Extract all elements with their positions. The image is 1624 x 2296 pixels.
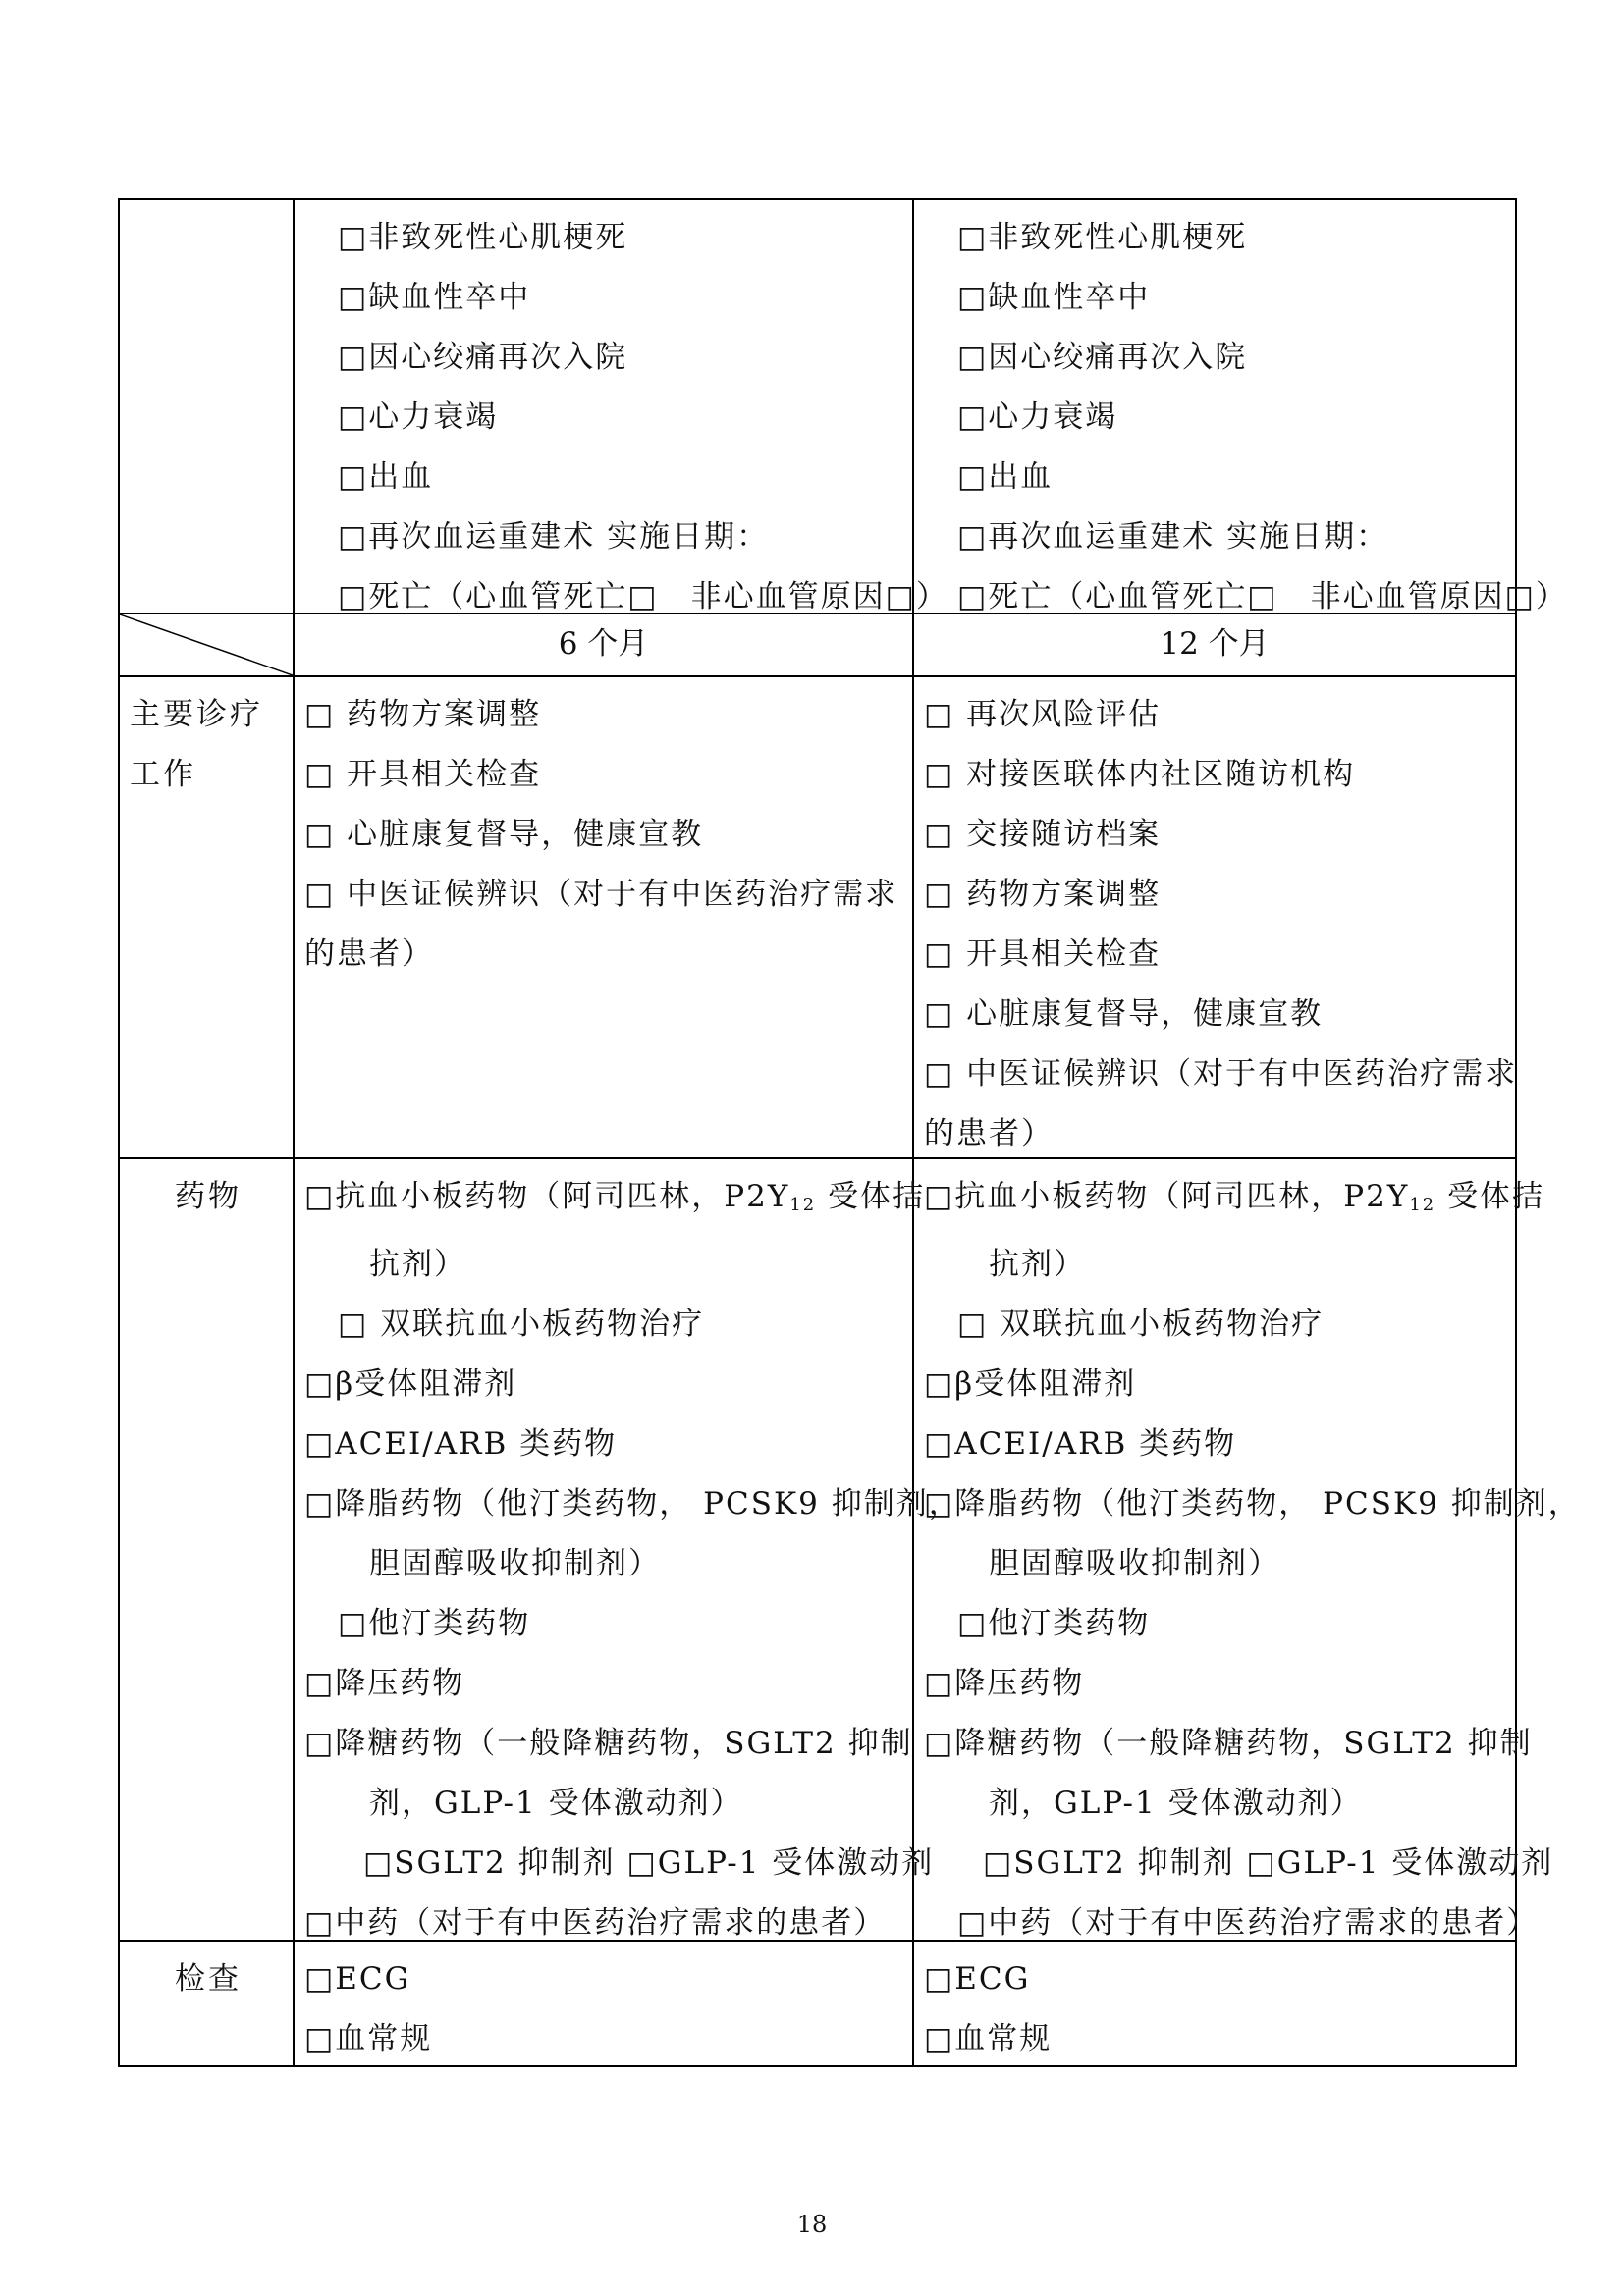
antiplatelet-item-cont: 抗剂） [989, 1247, 1086, 1282]
outcome-item[interactable]: □再次血运重建术 实施日期： [338, 519, 770, 555]
main-work-label-cell [120, 677, 295, 1157]
exam-item[interactable]: □ECG [924, 1961, 1031, 1997]
work-item-cont: 的患者） [924, 1116, 1054, 1151]
drugs-col2 [914, 1159, 1581, 1941]
followup-table [118, 198, 1581, 2067]
outcome-item[interactable]: □心力衰竭 [957, 400, 1118, 435]
outcome-item[interactable]: □因心绞痛再次入院 [338, 340, 628, 375]
statin-item[interactable]: □他汀类药物 [338, 1606, 531, 1641]
outcome-item[interactable]: □出血 [957, 459, 1054, 495]
work-item[interactable]: □ 开具相关检查 [924, 936, 1162, 972]
antihypertensive-item[interactable]: □降压药物 [924, 1666, 1085, 1701]
outcome-row [120, 200, 1568, 614]
diagonal-header-cell [120, 614, 295, 675]
page-number: 18 [796, 2211, 828, 2238]
work-item[interactable]: □ 再次风险评估 [924, 697, 1162, 732]
outcome-label-cell [120, 200, 295, 613]
work-item[interactable]: □ 对接医联体内社区随访机构 [924, 757, 1356, 792]
outcome-col1 [295, 200, 948, 614]
exam-row [120, 1940, 1515, 2065]
main-work-row [120, 675, 1518, 1157]
work-item[interactable]: □ 心脏康复督导，健康宣教 [304, 817, 704, 852]
lipid-item-cont: 胆固醇吸收抑制剂） [989, 1546, 1280, 1581]
work-item[interactable]: □ 药物方案调整 [304, 697, 542, 732]
main-work-col2 [914, 677, 1518, 1157]
exam-item[interactable]: □血常规 [924, 2021, 1053, 2056]
outcome-item[interactable]: □死亡（心血管死亡□ 非心血管原因□） [957, 579, 1568, 614]
work-item[interactable]: □ 中医证候辨识（对于有中医药治疗需求 [924, 1056, 1518, 1092]
glucose-item-cont: 剂，GLP-1 受体激动剂） [989, 1786, 1363, 1821]
drugs-col1 [295, 1159, 961, 1941]
antiplatelet-item[interactable]: □抗血小板药物（阿司匹林，$P2Y_{12}$ 受体拮 [924, 1179, 1545, 1215]
exam-label-cell [120, 1942, 295, 2065]
outcome-item[interactable]: □非致死性心肌梗死 [338, 220, 628, 255]
outcome-item[interactable]: □死亡（心血管死亡□ 非心血管原因□） [338, 579, 948, 614]
statin-item[interactable]: □他汀类药物 [957, 1606, 1151, 1641]
exam-label: 检查 [175, 1961, 242, 1997]
acei-arb-item[interactable]: □ACEI/ARB 类药物 [924, 1426, 1237, 1462]
outcome-item[interactable]: □出血 [338, 459, 434, 495]
work-item[interactable]: □ 药物方案调整 [924, 877, 1162, 912]
work-item-cont: 的患者） [304, 936, 434, 972]
outcome-item[interactable]: □缺血性卒中 [957, 280, 1151, 315]
main-work-label: 主要诊疗 [130, 697, 263, 732]
main-work-col1 [295, 677, 914, 1157]
tcm-item[interactable]: □中药（对于有中医药治疗需求的患者） [304, 1905, 887, 1941]
antihypertensive-item[interactable]: □降压药物 [304, 1666, 465, 1701]
antiplatelet-item[interactable]: □抗血小板药物（阿司匹林，$P2Y_{12}$ 受体拮 [304, 1179, 926, 1215]
main-work-label: 工作 [130, 757, 196, 792]
outcome-item[interactable]: □缺血性卒中 [338, 280, 531, 315]
header-12-months: 12 个月 [1160, 626, 1270, 662]
dapt-item[interactable]: □ 双联抗血小板药物治疗 [338, 1307, 705, 1342]
lipid-item[interactable]: □降脂药物（他汀类药物， PCSK9 抑制剂， [304, 1486, 961, 1522]
outcome-item[interactable]: □因心绞痛再次入院 [957, 340, 1248, 375]
glucose-item[interactable]: □降糖药物（一般降糖药物，SGLT2 抑制 [924, 1726, 1533, 1761]
outcome-col2 [914, 200, 1568, 614]
beta-blocker-item[interactable]: □β受体阻滞剂 [924, 1366, 1137, 1402]
drugs-row [120, 1157, 1581, 1941]
outcome-item[interactable]: □心力衰竭 [338, 400, 499, 435]
tcm-item[interactable]: □中药（对于有中医药治疗需求的患者） [957, 1905, 1540, 1941]
work-item[interactable]: □ 交接随访档案 [924, 817, 1162, 852]
glucose-item-cont: 剂，GLP-1 受体激动剂） [369, 1786, 743, 1821]
diagonal-line [120, 614, 293, 675]
work-item[interactable]: □ 中医证候辨识（对于有中医药治疗需求 [304, 877, 898, 912]
period-header-row [120, 613, 1515, 675]
beta-blocker-item[interactable]: □β受体阻滞剂 [304, 1366, 517, 1402]
sglt2-glp1-item[interactable]: □SGLT2 抑制剂 □GLP-1 受体激动剂 [363, 1845, 935, 1881]
exam-item[interactable]: □血常规 [304, 2021, 433, 2056]
work-item[interactable]: □ 心脏康复督导，健康宣教 [924, 996, 1324, 1032]
lipid-item-cont: 胆固醇吸收抑制剂） [369, 1546, 661, 1581]
lipid-item[interactable]: □降脂药物（他汀类药物， PCSK9 抑制剂， [924, 1486, 1581, 1522]
exam-item[interactable]: □ECG [304, 1961, 411, 1997]
acei-arb-item[interactable]: □ACEI/ARB 类药物 [304, 1426, 618, 1462]
header-6-months: 6 个月 [295, 614, 914, 677]
outcome-item[interactable]: □非致死性心肌梗死 [957, 220, 1248, 255]
drugs-label: 药物 [175, 1179, 242, 1214]
exam-col2 [914, 1942, 1515, 2065]
drugs-label-cell [120, 1159, 295, 1940]
sglt2-glp1-item[interactable]: □SGLT2 抑制剂 □GLP-1 受体激动剂 [983, 1845, 1554, 1881]
outcome-item[interactable]: □再次血运重建术 实施日期： [957, 519, 1389, 555]
antiplatelet-item-cont: 抗剂） [369, 1247, 466, 1282]
exam-col1 [295, 1942, 914, 2065]
work-item[interactable]: □ 开具相关检查 [304, 757, 542, 792]
glucose-item[interactable]: □降糖药物（一般降糖药物，SGLT2 抑制 [304, 1726, 913, 1761]
dapt-item[interactable]: □ 双联抗血小板药物治疗 [957, 1307, 1325, 1342]
